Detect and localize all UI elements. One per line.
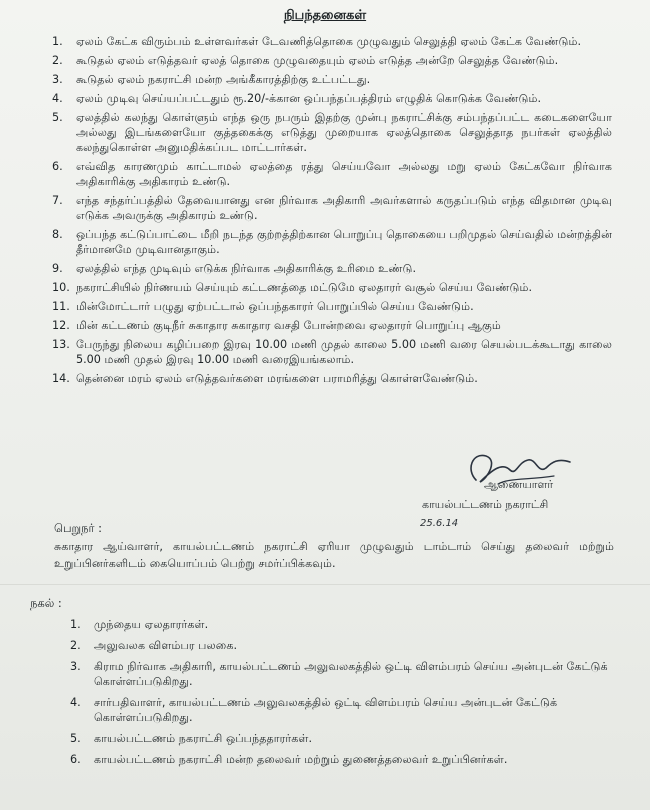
signature-date: 25.6.14 xyxy=(420,518,459,529)
condition-item: 3. கூடுதல் ஏலம் நகராட்சி மன்ற அங்கீகாரத்திற்கு உட்பட்டது. xyxy=(52,73,371,86)
signatory-title: ஆணையாளர் xyxy=(484,478,554,491)
document-title: நிபந்தனைகள் xyxy=(283,8,367,23)
conditions-list xyxy=(52,34,612,390)
condition-item: 1. ஏலம் கேட்க விரும்பம் உள்ளவர்கள் டேவணித்தொகை முழுவதும் செலுத்தி ஏலம் கேட்க வேண்டும். xyxy=(52,35,582,48)
condition-item: 7. எந்த சந்தர்ப்பத்தில் தேவையானது என நிர்வாக அதிகாரி அவர்களால் கருதப்படும் எந்த விதமான முடிவு எடுக்க அவருக்கு அதிகாரம் உண்டு. xyxy=(52,194,612,222)
cc-item: 1. முந்தைய ஏலதாரர்கள். xyxy=(70,618,209,631)
condition-item: 13. பேருந்து நிலைய கழிப்பறை இரவு 10.00 மணி முதல் காலை 5.00 மணி வரை செயல்படக்கூடாது காலை 5.00 மணி முதல் இரவு 10.00 மணி வரைஇயங்கலாம். xyxy=(52,338,612,366)
condition-item: 2. கூடுதல் ஏலம் எடுத்தவர் ஏலத் தொகை முழுவதையும் ஏலம் எடுத்த அன்றே செலுத்த வேண்டும். xyxy=(52,54,559,67)
condition-item: 9. ஏலத்தில் எந்த முடிவும் எடுக்க நிர்வாக அதிகாரிக்கு உரிமை உண்டு. xyxy=(52,262,417,275)
recipient-text: சுகாதார ஆய்வாளர், காயல்பட்டணம் நகராட்சி ஏரியா முழுவதும் டாம்டாம் செய்து தலைவர் மற்றும் உறுப்பினர்களிடம் கையொப்பம் பெற்று சமர்ப்பிக்கவும். xyxy=(54,540,614,570)
signatory-office: காயல்பட்டணம் நகராட்சி xyxy=(422,498,549,511)
cc-item: 2. அலுவலக விளம்பர பலகை. xyxy=(70,639,238,652)
condition-item: 4. ஏலம் முடிவு செய்யப்பட்டதும் ரூ.20/-க்கான ஒப்பந்தப்பத்திரம் எழுதிக் கொடுக்க வேண்டும். xyxy=(52,92,542,105)
condition-item: 8. ஒப்பந்த கட்டுப்பாட்டை மீறி நடந்த குற்றத்திற்கான பொறுப்பு தொகையை பறிமுதல் செய்வதில் மன்றத்தின் தீர்மானமே முடிவானதாகும். xyxy=(52,228,612,256)
condition-item: 12. மின் கட்டணம் குடிநீர் சுகாதார சுகாதார வசதி போன்றவை ஏலதாரர் பொறுப்பு ஆகும் xyxy=(52,319,501,332)
cc-list xyxy=(70,617,610,773)
condition-item: 14. தென்னை மரம் ஏலம் எடுத்தவர்களை மரங்களை பராமரித்து கொள்ளவேண்டும். xyxy=(52,372,478,385)
paper-fold-line xyxy=(0,584,650,585)
condition-item: 10. நகராட்சியில் நிர்ணயம் செய்யும் கட்டணத்தை மட்டுமே ஏலதாரர் வசூல் செய்ய வேண்டும். xyxy=(52,281,533,294)
cc-label: நகல் : xyxy=(30,596,62,610)
cc-item: 5. காயல்பட்டணம் நகராட்சி ஒப்பந்ததாரர்கள். xyxy=(70,732,313,745)
recipient-label: பெறுநர் : xyxy=(54,521,103,535)
condition-item: 6. எவ்வித காரணமும் காட்டாமல் ஏலத்தை ரத்து செய்யவோ அல்லது மறு ஏலம் கேட்கவோ நிர்வாக அதிகாரிக்கு அதிகாரம் உண்டு. xyxy=(52,160,612,188)
condition-item: 5. ஏலத்தில் கலந்து கொள்ளும் எந்த ஒரு நபரும் இதற்கு முன்பு நகராட்சிக்கு சம்பந்தப்பட்ட கடைகளையோ அல்லது இடங்களையோ குத்தகைக்கு எடுத்து முறையாக ஏலத்தொகை செலுத்தாத நபர்கள் ஏலத்தில் கலந்துகொள்ள அனுமதிக்கப்பட மாட்டார்கள். xyxy=(52,111,612,154)
cc-item: 4. சார்பதிவாளர், காயல்பட்டணம் அலுவலகத்தில் ஒட்டி விளம்பரம் செய்ய அன்புடன் கேட்டுக் கொள்ளப்படுகிறது. xyxy=(70,696,558,724)
condition-item: 11. மின்மோட்டார் பழுது ஏற்பட்டால் ஒப்பந்தகாரர் பொறுப்பில் செய்ய வேண்டும். xyxy=(52,300,474,313)
cc-item: 6. காயல்பட்டணம் நகராட்சி மன்ற தலைவர் மற்றும் துணைத்தலைவர் உறுப்பினர்கள். xyxy=(70,753,508,766)
cc-item: 3. கிராம நிர்வாக அதிகாரி, காயல்பட்டணம் அலுவலகத்தில் ஒட்டி விளம்பரம் செய்ய அன்புடன் கேட்டுக் கொள்ளப்படுகிறது. xyxy=(70,660,608,688)
